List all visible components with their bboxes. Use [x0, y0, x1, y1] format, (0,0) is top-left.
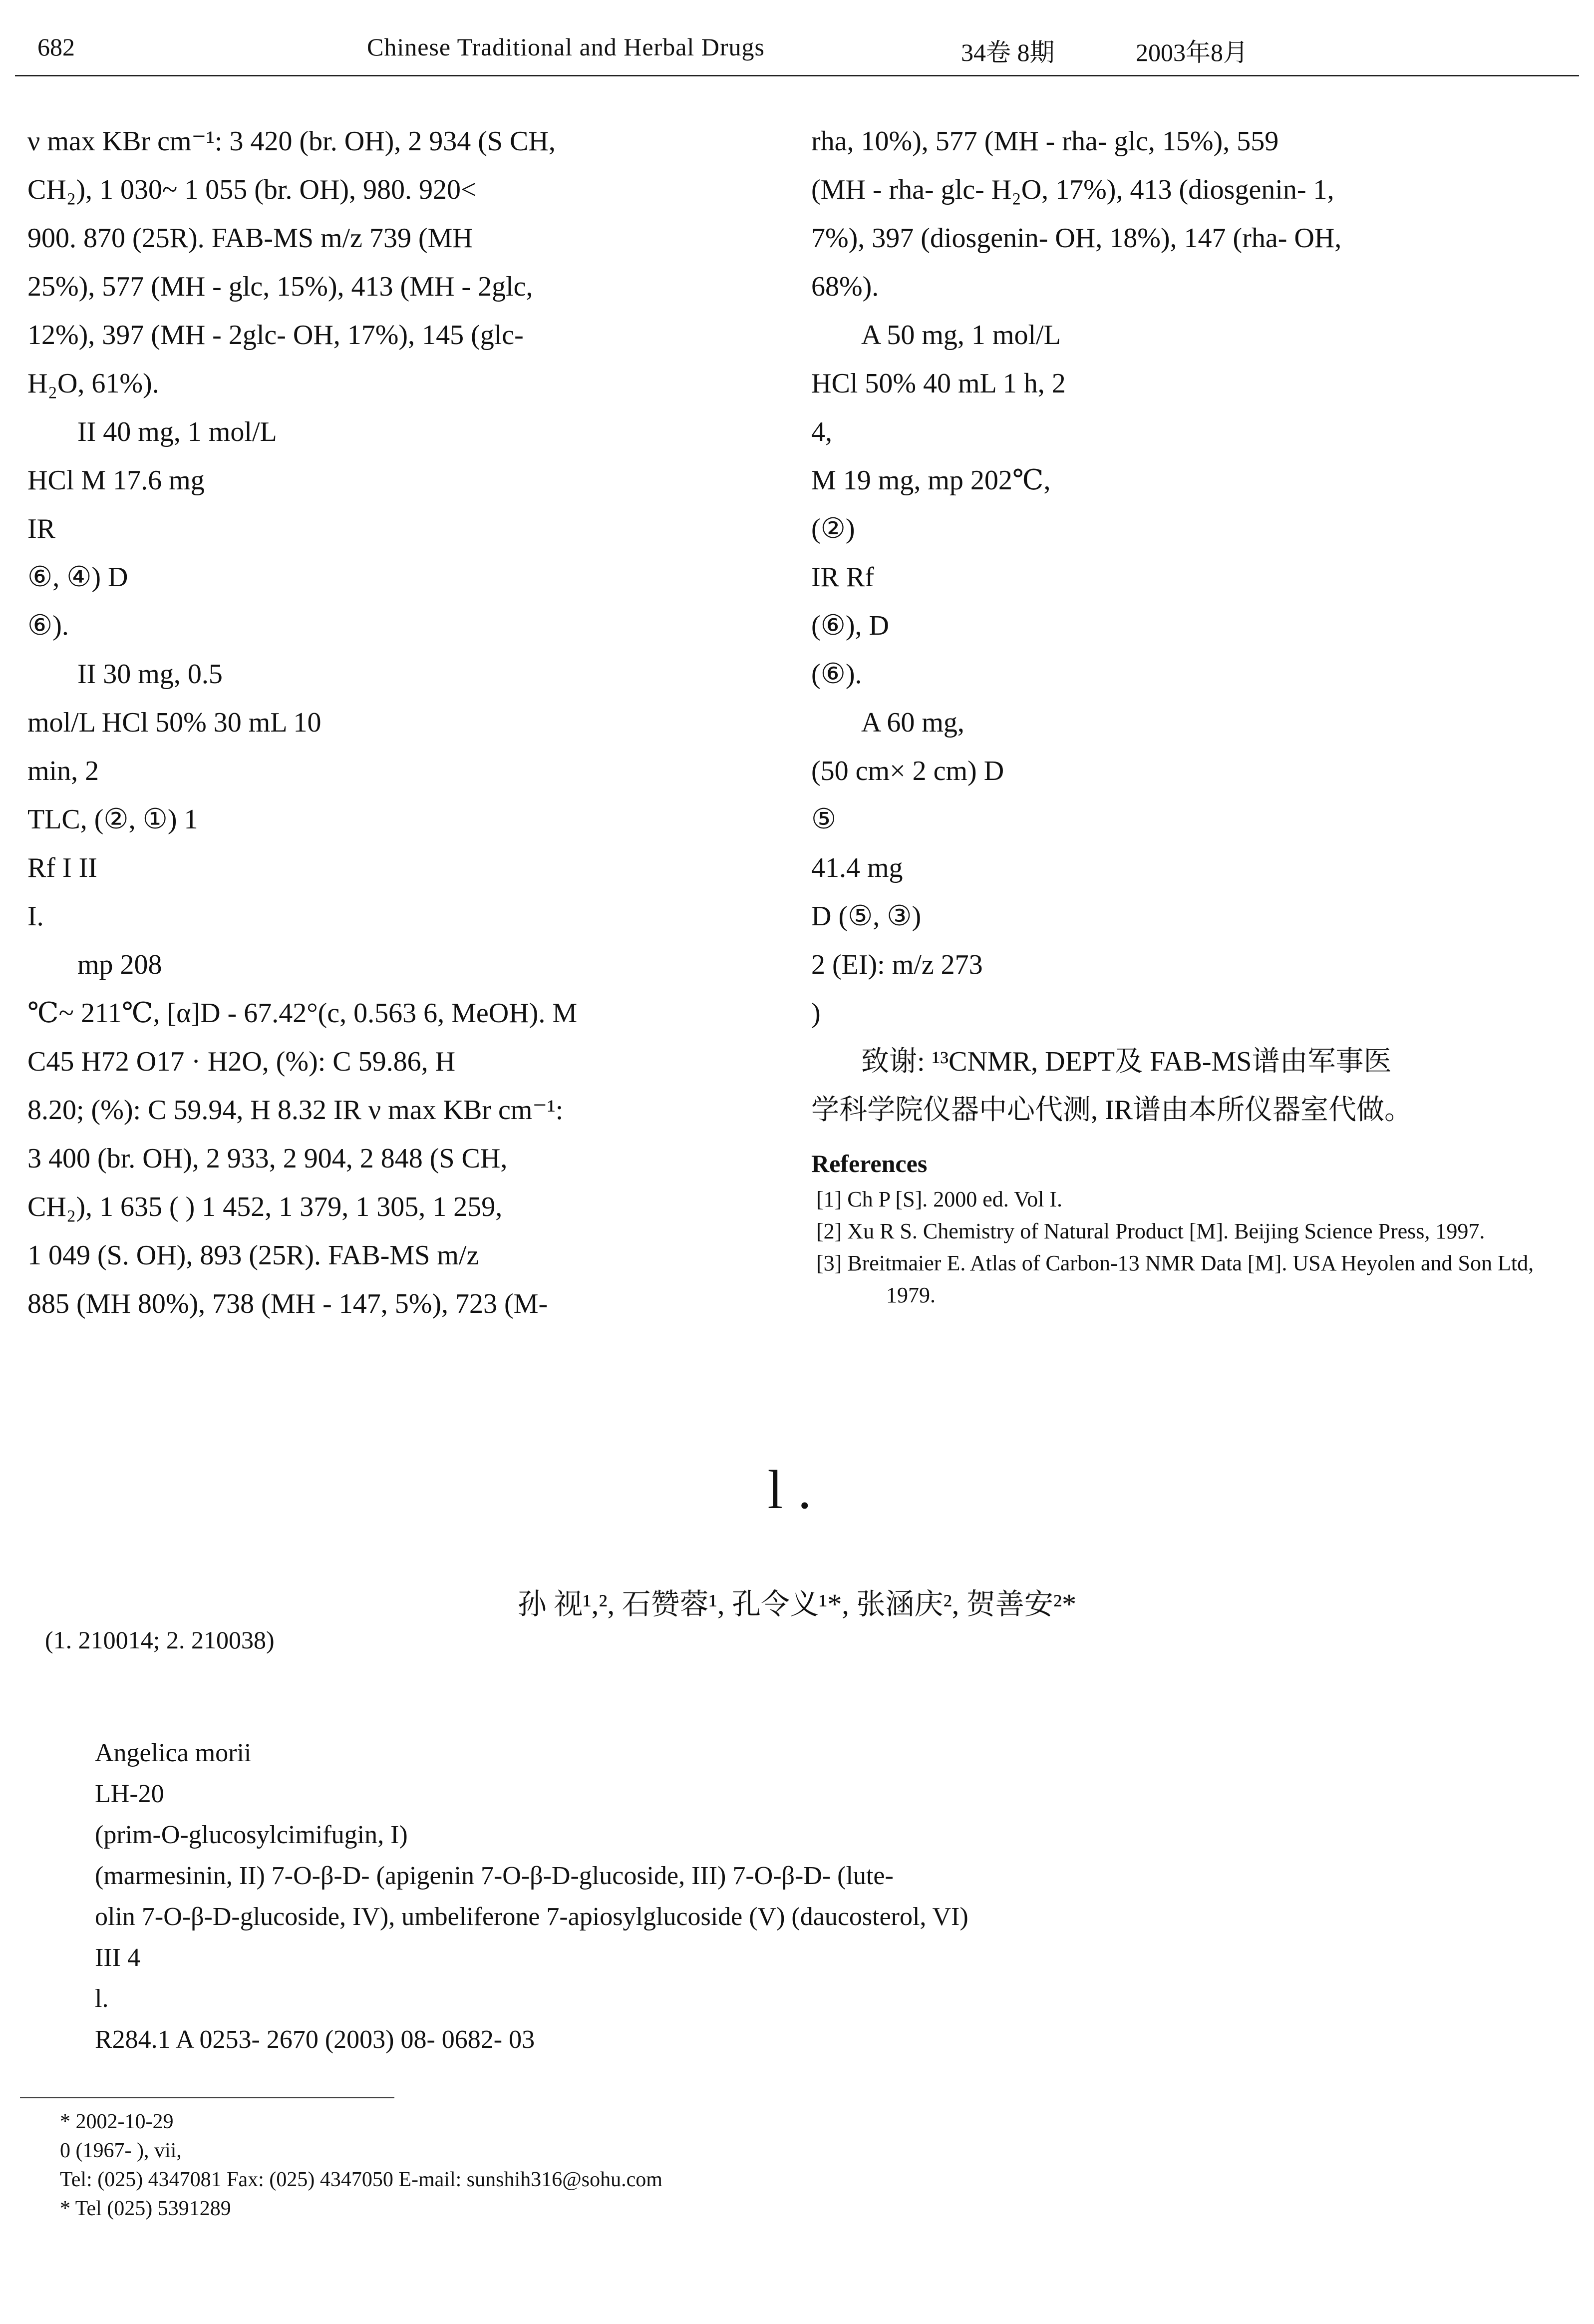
page-header: [27, 27, 1567, 75]
text-line: H₂O, 61%).: [27, 368, 159, 399]
text-line: (50 cm× 2 cm) D: [811, 756, 1004, 786]
text-line: rha, 10%), 577 (MH - rha- glc, 15%), 559: [811, 126, 1279, 157]
text-line: I.: [27, 901, 44, 932]
article-authors: 孙 视¹,², 石赞蓉¹, 孔令义¹*, 张涵庆², 贺善安²*: [517, 1588, 1077, 1620]
reference-item: [3] Breitmaier E. Atlas of Carbon-13 NMR Data [M]. USA Heyolen and Son Ltd, 1979.: [816, 1251, 1534, 1307]
text-line: (⑥).: [811, 659, 862, 690]
header-rule: [15, 75, 1579, 76]
abstract-line: (marmesinin, II) 7-O-β-D- (apigenin 7-O-β-D-glucoside, III) 7-O-β-D- (lute-: [95, 1862, 894, 1890]
text-line: IR: [27, 513, 55, 544]
footnote: * Tel (025) 5391289: [60, 2197, 231, 2220]
text-line: 885 (MH 80%), 738 (MH - 147, 5%), 723 (M-: [27, 1288, 548, 1319]
text-line: IR Rf: [811, 562, 874, 593]
acknowledgement: 学科学院仪器中心代测, IR谱由本所仪器室代做。: [811, 1095, 1412, 1126]
footnotes: [60, 2107, 1508, 2223]
text-line: 12%), 397 (MH - 2glc- OH, 17%), 145 (glc-: [27, 320, 524, 351]
article-affiliation: (1. 210014; 2. 210038): [45, 1626, 275, 1654]
text-line: 4,: [811, 416, 832, 447]
text-line: CH₂), 1 635 ( ) 1 452, 1 379, 1 305, 1 259,: [27, 1191, 503, 1222]
text-line: II 40 mg, 1 mol/L: [77, 416, 277, 447]
text-line: 900. 870 (25R). FAB-MS m/z 739 (MH: [27, 223, 473, 254]
text-line: 1 049 (S. OH), 893 (25R). FAB-MS m/z: [27, 1240, 479, 1271]
year-month: 2003年8月: [1136, 38, 1248, 66]
references-heading: References: [811, 1150, 928, 1177]
abstract-line: LH-20: [95, 1780, 164, 1808]
text-line: ⑤: [811, 804, 837, 835]
text-line: min, 2: [27, 756, 99, 786]
text-line: 2 (EI): m/z 273: [811, 949, 983, 980]
text-line: ): [811, 998, 821, 1029]
text-line: 68%).: [811, 271, 879, 302]
text-line: (MH - rha- glc- H₂O, 17%), 413 (diosgenin- 1,: [811, 174, 1334, 205]
right-column: [811, 117, 1545, 1311]
text-line: ⑥).: [27, 610, 69, 641]
reference-item: [1] Ch P [S]. 2000 ed. Vol I.: [816, 1187, 1062, 1211]
text-line: Rf I II: [27, 852, 97, 883]
abstract: [95, 1733, 1508, 2060]
text-line: HCl 50% 40 mL 1 h, 2: [811, 368, 1066, 399]
text-line: C45 H72 O17 · H2O, (%): C 59.86, H: [27, 1046, 456, 1077]
text-line: TLC, (②, ①) 1: [27, 804, 198, 835]
journal-name: Chinese Traditional and Herbal Drugs: [367, 33, 765, 61]
abstract-line: III 4: [95, 1943, 140, 1972]
footnote: 0 (1967- ), vii,: [60, 2139, 182, 2162]
text-line: (②): [811, 513, 855, 544]
text-line: (⑥), D: [811, 610, 889, 641]
abstract-line: l.: [95, 1984, 109, 2013]
text-line: 41.4 mg: [811, 852, 903, 883]
text-line: ν max KBr cm⁻¹: 3 420 (br. OH), 2 934 (S CH,: [27, 126, 556, 157]
text-line: 3 400 (br. OH), 2 933, 2 904, 2 848 (S CH,: [27, 1143, 508, 1174]
abstract-line: Angelica morii: [95, 1739, 252, 1767]
abstract-line: olin 7-O-β-D-glucoside, IV), umbeliferone 7-apiosylglucoside (V) (daucosterol, VI): [95, 1903, 968, 1931]
text-line: A 50 mg, 1 mol/L: [861, 320, 1061, 351]
article-title: l.: [767, 1459, 827, 1520]
reference-item: [2] Xu R S. Chemistry of Natural Product [M]. Beijing Science Press, 1997.: [816, 1219, 1485, 1243]
left-column: [27, 117, 761, 1328]
text-line: 7%), 397 (diosgenin- OH, 18%), 147 (rha- OH,: [811, 223, 1342, 254]
page-number: 682: [37, 33, 75, 61]
abstract-line: (prim-O-glucosylcimifugin, I): [95, 1821, 408, 1849]
text-line: mol/L HCl 50% 30 mL 10: [27, 707, 321, 738]
text-line: A 60 mg,: [861, 707, 964, 738]
text-line: D (⑤, ③): [811, 901, 922, 932]
text-line: M 19 mg, mp 202℃,: [811, 465, 1051, 496]
footnote: Tel: (025) 4347081 Fax: (025) 4347050 E-mail: sunshih316@sohu.com: [60, 2168, 662, 2191]
text-line: 8.20; (%): C 59.94, H 8.32 IR ν max KBr cm⁻¹:: [27, 1095, 564, 1126]
text-line: II 30 mg, 0.5: [77, 659, 223, 690]
volume-issue: 34卷 8期: [961, 38, 1055, 66]
text-line: ℃~ 211℃, [α]D - 67.42°(c, 0.563 6, MeOH). M: [27, 998, 578, 1029]
footnote: * 2002-10-29: [60, 2110, 174, 2133]
acknowledgement: 致谢: ¹³CNMR, DEPT及 FAB-MS谱由军事医: [861, 1046, 1392, 1077]
text-line: ⑥, ④) D: [27, 562, 128, 593]
text-line: HCl M 17.6 mg: [27, 465, 205, 496]
text-line: 25%), 577 (MH - glc, 15%), 413 (MH - 2glc,: [27, 271, 533, 302]
footnote-rule: [20, 2097, 394, 2098]
text-line: CH₂), 1 030~ 1 055 (br. OH), 980. 920<: [27, 174, 477, 205]
text-line: mp 208: [77, 949, 162, 980]
abstract-line: R284.1 A 0253- 2670 (2003) 08- 0682- 03: [95, 2025, 535, 2054]
